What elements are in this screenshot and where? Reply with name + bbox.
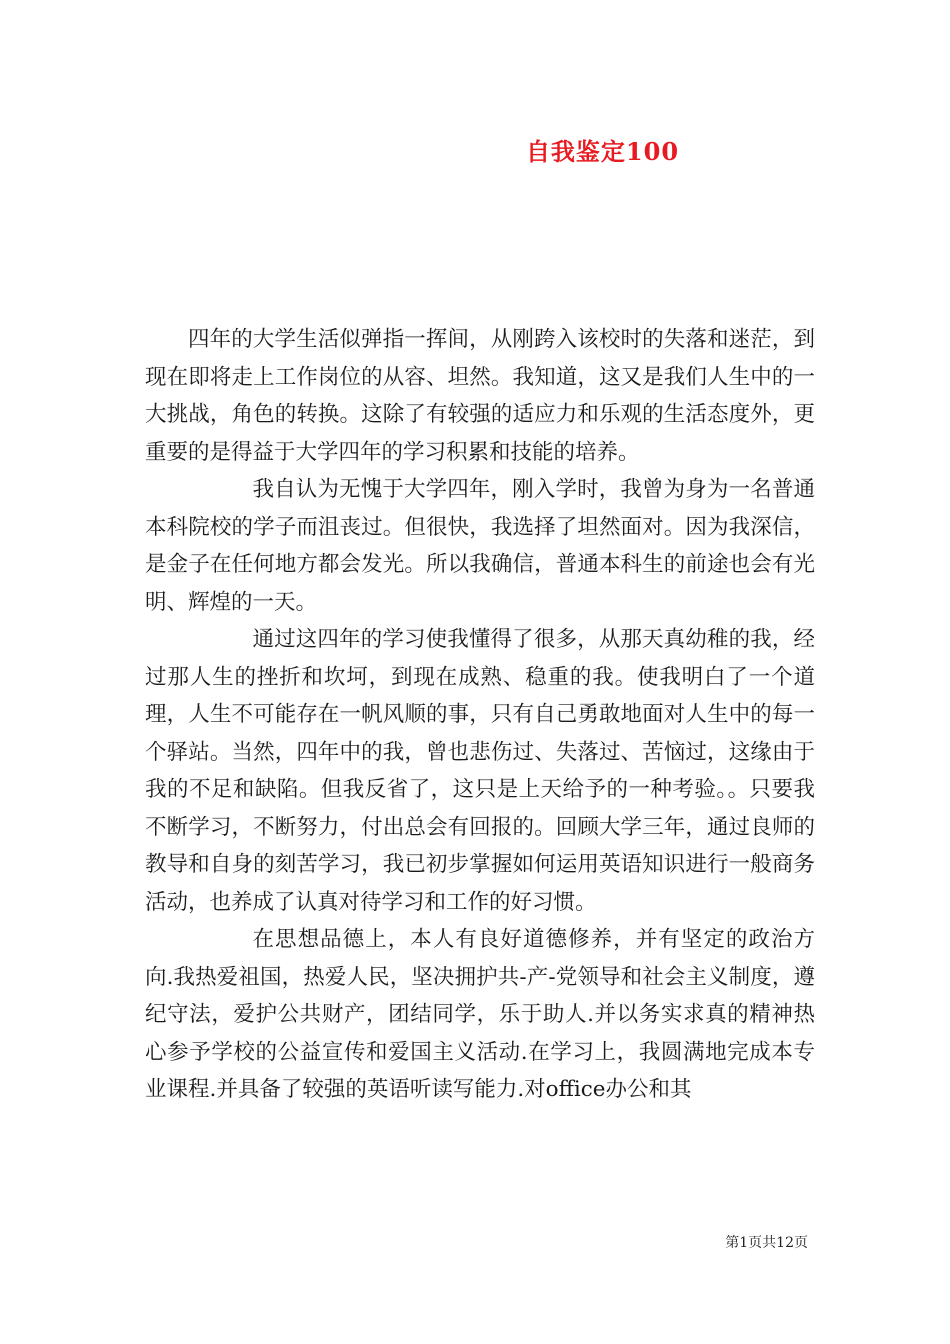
document-title: 自我鉴定100 <box>525 137 680 166</box>
page-number: 第1页共12页 <box>725 1235 808 1251</box>
paragraph-3: 通过这四年的学习使我懂得了很多，从那天真幼稚的我，经过那人生的挫折和坎坷，到现在成熟、稳重的我。使我明白了一个道理，人生不可能存在一帆风顺的事，只有自己勇敢地面对人生中的每一个驿站。当然，四年中的我，曾也悲伤过、失落过、苦恼过，这缘由于我的不足和缺陷。但我反省了，这只是上天给予的一种考验。。只要我不断学习，不断努力，付出总会有回报的。回顾大学三年，通过良师的教导和自身的刻苦学习，我已初步掌握如何运用英语知识进行一般商务活动，也养成了认真对待学习和工作的好习惯。 <box>145 627 815 915</box>
paragraph-2: 我自认为无愧于大学四年，刚入学时，我曾为身为一名普通本科院校的学子而沮丧过。但很快，我选择了坦然面对。因为我深信，是金子在任何地方都会发光。所以我确信，普通本科生的前途也会有光明、辉煌的一天。 <box>145 477 815 615</box>
paragraph-1: 四年的大学生活似弹指一挥间，从刚跨入该校时的失落和迷茫，到现在即将走上工作岗位的从容、坦然。我知道，这又是我们人生中的一大挑战，角色的转换。这除了有较强的适应力和乐观的生活态度外，更重要的是得益于大学四年的学习积累和技能的培养。 <box>145 327 815 465</box>
paragraph-4: 在思想品德上，本人有良好道德修养，并有坚定的政治方向.我热爱祖国，热爱人民，坚决拥护共-产-党领导和社会主义制度，遵纪守法，爱护公共财产，团结同学，乐于助人.并以务实求真的精神热心参予学校的公益宣传和爱国主义活动.在学习上，我圆满地完成本专业课程.并具备了较强的英语听读写能力.对office办公和其 <box>145 927 815 1102</box>
document-body <box>145 321 815 1109</box>
